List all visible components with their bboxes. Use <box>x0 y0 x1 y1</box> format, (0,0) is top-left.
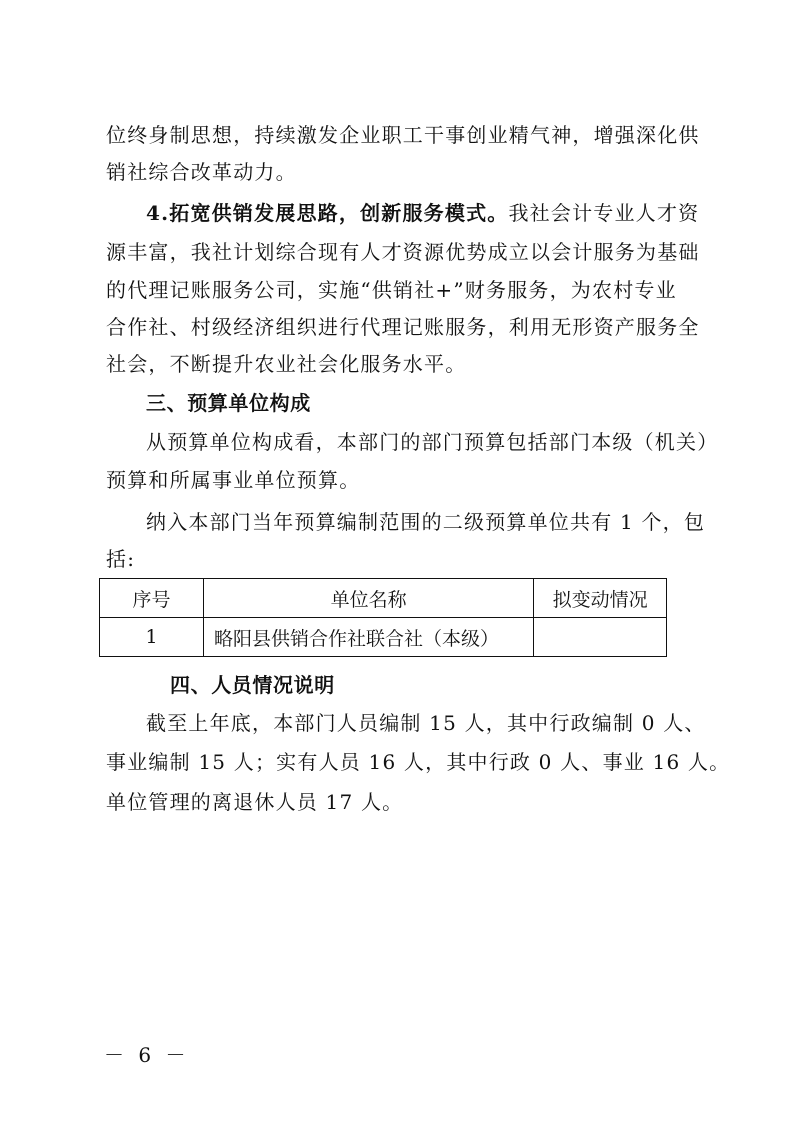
table-header-row <box>100 579 667 618</box>
table-cell: 1 <box>100 618 204 657</box>
paragraph-line: 合作社、村级经济组织进行代理记账服务，利用无形资产服务全 <box>106 315 700 339</box>
paragraph-line: 社会，不断提升农业社会化服务水平。 <box>106 352 467 376</box>
paragraph-line: 预算和所属事业单位预算。 <box>106 468 361 492</box>
table-header-cell: 单位名称 <box>203 579 533 618</box>
page-number: － 6 － <box>104 1043 190 1067</box>
paragraph-text: 我社会计专业人才资 <box>508 201 700 225</box>
section-heading: 四、人员情况说明 <box>170 673 335 697</box>
table-header-cell: 序号 <box>100 579 204 618</box>
section-heading: 三、预算单位构成 <box>146 391 311 415</box>
paragraph-line: 位终身制思想，持续激发企业职工干事创业精气神，增强深化供 <box>106 123 700 147</box>
paragraph-line: 括: <box>106 547 136 571</box>
paragraph-line: 截至上年底，本部门人员编制 15 人，其中行政编制 0 人、 <box>146 711 706 735</box>
table-header-cell: 拟变动情况 <box>534 579 667 618</box>
paragraph-line: 销社综合改革动力。 <box>106 160 297 184</box>
paragraph-line: 的代理记账服务公司，实施“供销社+”财务服务，为农村专业 <box>106 278 677 302</box>
paragraph-lead: 4.拓宽供销发展思路，创新服务模式。 <box>146 201 509 225</box>
paragraph-line: 从预算单位构成看，本部门的部门预算包括部门本级（机关） <box>146 430 719 454</box>
paragraph-line: 单位管理的离退休人员 17 人。 <box>106 790 404 814</box>
paragraph-line: 源丰富，我社计划综合现有人才资源优势成立以会计服务为基础 <box>106 240 700 264</box>
table-cell <box>534 618 667 657</box>
paragraph-line: 事业编制 15 人；实有人员 16 人，其中行政 0 人、事业 16 人。 <box>106 750 731 774</box>
table-row <box>100 618 667 657</box>
paragraph-line: 纳入本部门当年预算编制范围的二级预算单位共有 1 个，包 <box>146 510 706 534</box>
paragraph-line <box>146 198 699 228</box>
budget-units-table <box>99 578 667 657</box>
table-cell: 略阳县供销合作社联合社（本级） <box>203 618 533 657</box>
